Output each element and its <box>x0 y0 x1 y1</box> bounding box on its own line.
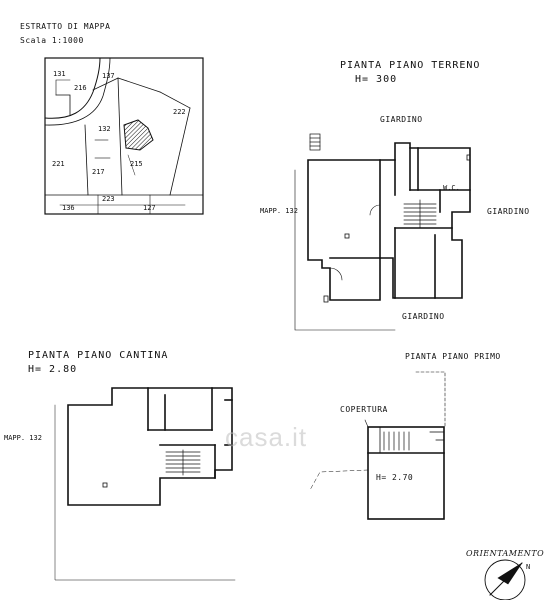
ground-floor-garden-bottom: GIARDINO <box>402 312 445 321</box>
extract-title: ESTRATTO DI MAPPA <box>20 22 111 31</box>
ground-floor-title: PIANTA PIANO TERRENO <box>340 60 481 71</box>
parcel-132: 132 <box>98 125 111 133</box>
north-arrow <box>485 560 525 600</box>
parcel-215: 215 <box>130 160 143 168</box>
parcel-127: 127 <box>143 204 156 212</box>
ground-floor-garden-top: GIARDINO <box>380 115 423 124</box>
ground-floor-plan <box>295 134 470 330</box>
parcel-221: 221 <box>52 160 65 168</box>
watermark: casa.it <box>225 422 308 452</box>
parcel-137: 137 <box>102 72 115 80</box>
parcel-136: 136 <box>62 204 75 212</box>
building-hatch <box>124 120 153 150</box>
ground-floor-mapp: MAPP. 132 <box>260 207 298 215</box>
cadastral-map <box>45 58 203 214</box>
first-floor-plan <box>310 372 445 519</box>
parcel-222: 222 <box>173 108 186 116</box>
basement-plan <box>55 388 235 580</box>
parcel-217: 217 <box>92 168 105 176</box>
first-floor-height: H= 2.70 <box>376 473 414 482</box>
parcel-216: 216 <box>74 84 87 92</box>
first-floor-roof: COPERTURA <box>340 405 388 414</box>
first-floor-title: PIANTA PIANO PRIMO <box>405 352 501 361</box>
ground-floor-garden-right: GIARDINO <box>487 207 530 216</box>
extract-scale: Scala 1:1000 <box>20 36 84 45</box>
parcel-131: 131 <box>53 70 66 78</box>
orientation-label: ORIENTAMENTO <box>466 549 545 558</box>
ground-floor-height: H= 300 <box>355 74 398 85</box>
parcel-223: 223 <box>102 195 115 203</box>
basement-mapp: MAPP. 132 <box>4 434 42 442</box>
basement-title: PIANTA PIANO CANTINA <box>28 350 169 361</box>
north-label: N <box>526 563 531 571</box>
ground-floor-wc: W.C. <box>443 184 460 192</box>
basement-height: H= 2.80 <box>28 364 78 375</box>
